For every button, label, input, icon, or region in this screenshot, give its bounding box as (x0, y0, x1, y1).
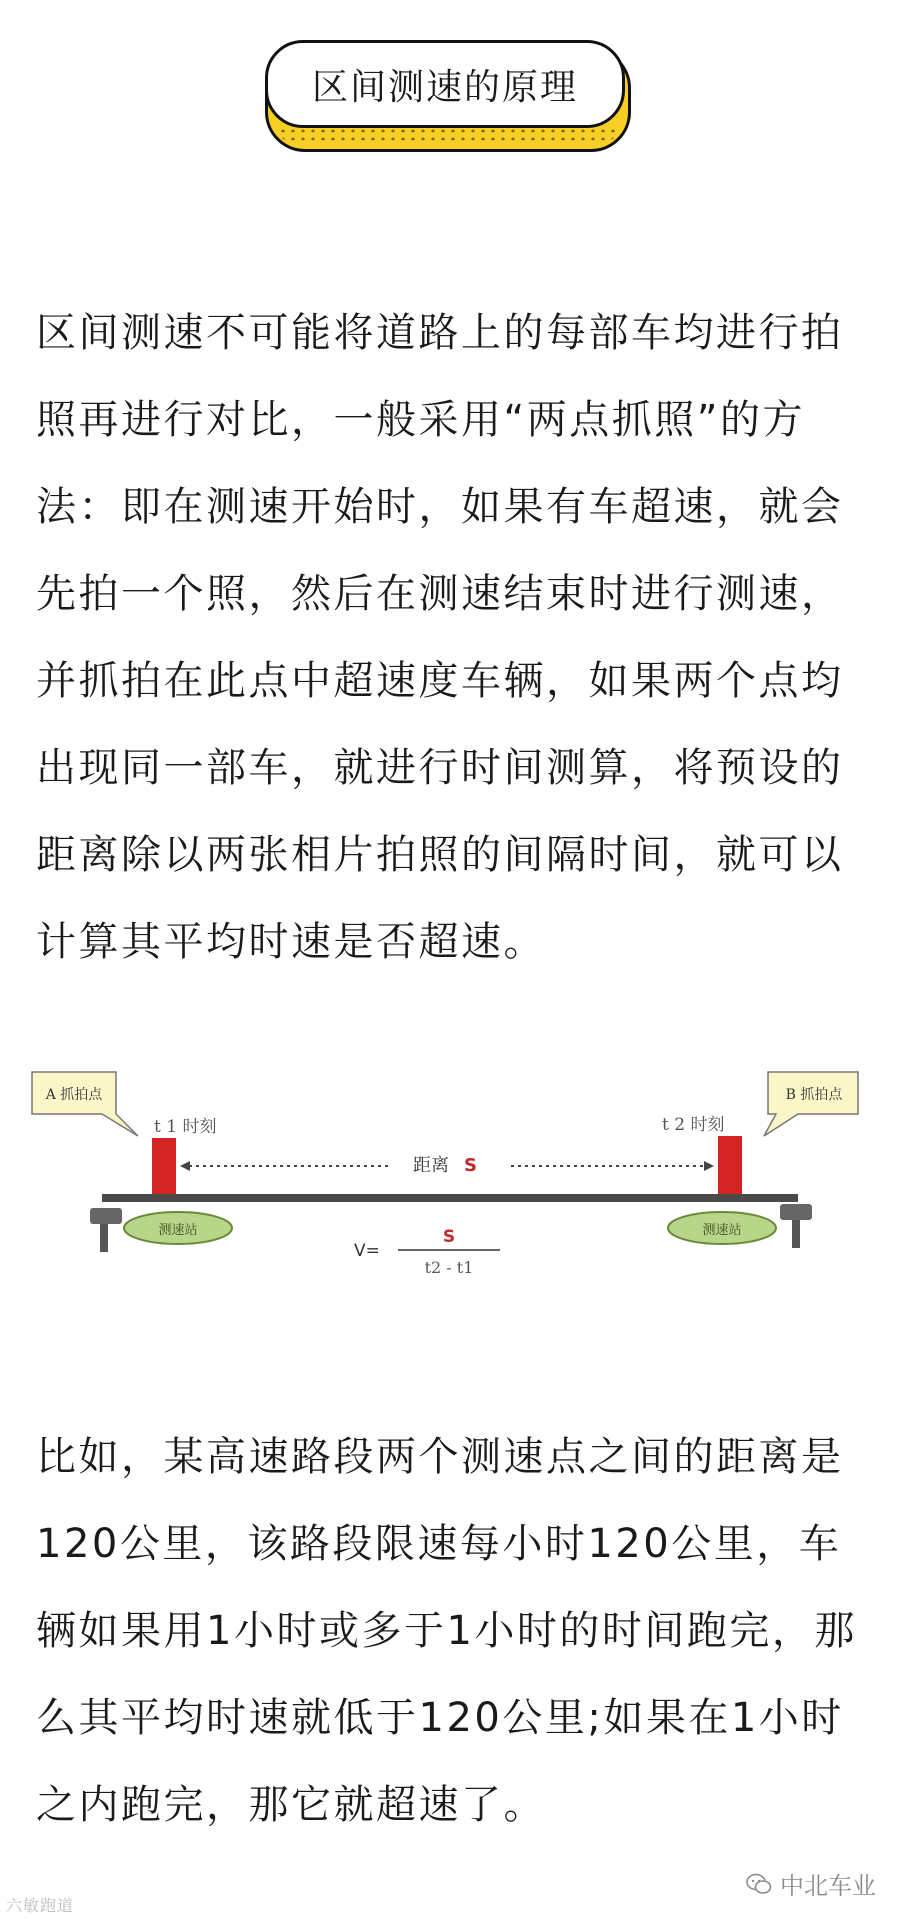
callout-a (32, 1072, 138, 1136)
wechat-icon (746, 1873, 772, 1895)
station-right-label: 测速站 (702, 1223, 742, 1238)
road (102, 1194, 798, 1202)
formula-denominator: t2 - t1 (424, 1258, 474, 1277)
paragraph-example: 比如，某高速路段两个测速点之间的距离是120公里，该路段限速每小时120公里，车辆如果用1小时或多于1小时的时间跑完，那么其平均时速就低于120公里;如果在1小时之内跑完，那它就超速了。 (36, 1434, 857, 1828)
section-title (0, 40, 900, 160)
paragraph-principle: 区间测速不可能将道路上的每部车均进行拍照再进行对比，一般采用“两点抓照”的方法：即在测速开始时，如果有车超速，就会先拍一个照，然后在测速结束时进行测速，并抓拍在此点中超速度车辆，如果两个点均出现同一部车，就进行时间测算，将预设的距离除以两张相片拍照的间隔时间，就可以计算其平均时速是否超速。 (36, 310, 844, 965)
sign-post-right (780, 1204, 812, 1248)
wechat-watermark (746, 1866, 876, 1901)
callout-b (764, 1072, 858, 1136)
camera-a (152, 1138, 176, 1196)
camera-b (718, 1136, 742, 1196)
watermark-left: 六敏跑道 (6, 1896, 75, 1915)
callout-b-label: B 抓拍点 (785, 1087, 843, 1103)
distance-label: 距离 (413, 1155, 449, 1176)
t1-label: t 1 时刻 (154, 1117, 217, 1137)
station-left-label: 测速站 (158, 1223, 198, 1238)
speed-measurement-diagram (28, 1048, 872, 1288)
watermark-right-text: 中北车业 (780, 1872, 876, 1900)
distance-symbol: S (464, 1155, 477, 1176)
callout-a-label: A 抓拍点 (45, 1087, 103, 1103)
formula-numerator: S (442, 1227, 456, 1247)
title-text: 区间测速的原理 (265, 40, 625, 128)
formula-v: V= (354, 1241, 380, 1261)
t2-label: t 2 时刻 (662, 1115, 725, 1135)
sign-post-left (90, 1208, 122, 1252)
